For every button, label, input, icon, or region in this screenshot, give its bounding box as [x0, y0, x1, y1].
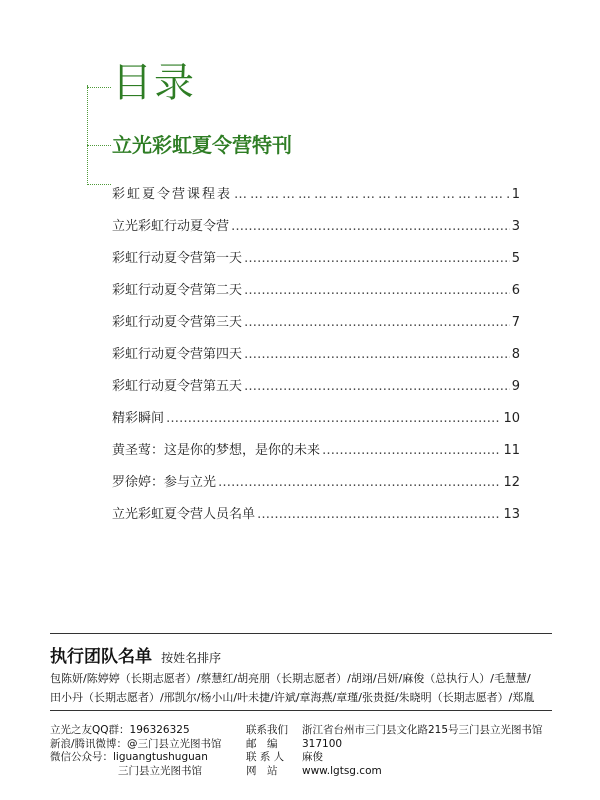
toc-entry-title: 彩虹行动夏令营第一天 — [112, 251, 243, 266]
team-members-line: 包陈妍/陈婷婷（长期志愿者）/蔡慧红/胡亮朋（长期志愿者）/胡翊/吕妍/麻俊（总执行人）/毛慧慧/ — [50, 672, 531, 685]
toc-entry[interactable] — [112, 490, 520, 522]
team-title: 执行团队名单 — [50, 647, 152, 667]
toc-entry[interactable] — [112, 202, 520, 234]
toc-entry-title: 立光彩虹夏令营人员名单 — [112, 507, 256, 522]
contact-person: 麻俊 — [302, 751, 323, 763]
wechat-account: 微信公众号：liguangtushuguan — [50, 751, 208, 763]
toc-entry-page: 13 — [503, 507, 520, 522]
toc-leader-dots — [166, 411, 501, 426]
toc-entry-page: 11 — [503, 443, 520, 458]
toc-entry[interactable] — [112, 298, 520, 330]
table-of-contents — [112, 170, 520, 522]
social-info — [50, 724, 222, 778]
toc-entry-title: 彩虹夏令营课程表 — [112, 187, 233, 202]
team-members-line: 田小丹（长期志愿者）/邢凯尔/杨小山/叶未捷/许斌/章海燕/章瑾/张贵挺/朱晓明（长期志愿者）/郑胤 — [50, 691, 535, 704]
contact-row — [246, 738, 543, 752]
contact-label: 邮 编 — [246, 737, 278, 750]
contact-row — [246, 724, 543, 738]
toc-entry[interactable] — [112, 266, 520, 298]
toc-leader-dots — [244, 379, 510, 394]
toc-entry[interactable] — [112, 234, 520, 266]
contact-address: 浙江省台州市三门县文化路215号三门县立光图书馆 — [302, 724, 543, 736]
toc-entry[interactable] — [112, 458, 520, 490]
toc-entry-page: 5 — [511, 251, 520, 266]
contact-label: 联 系 人 — [246, 751, 285, 763]
toc-leader-dots — [231, 219, 510, 234]
toc-entry-title: 立光彩虹行动夏令营 — [112, 219, 230, 234]
toc-entry-title: 罗徐婷：参与立光 — [112, 475, 217, 490]
website-link[interactable]: www.lgtsg.com — [302, 764, 382, 777]
page-subtitle: 立光彩虹夏令营特刊 — [112, 133, 292, 157]
toc-entry-page: 1 — [511, 187, 520, 202]
toc-leader-dots — [257, 507, 501, 522]
contact-row — [246, 765, 543, 779]
toc-entry-page: 10 — [503, 411, 520, 426]
toc-entry-title: 精彩瞬间 — [112, 411, 165, 426]
toc-entry-page: 6 — [511, 283, 520, 298]
toc-entry-page: 3 — [511, 219, 520, 234]
toc-entry[interactable] — [112, 170, 520, 202]
toc-entry-page: 7 — [511, 315, 520, 330]
toc-entry-title: 彩虹行动夏令营第四天 — [112, 347, 243, 362]
toc-leader-dots — [322, 443, 501, 458]
toc-entry[interactable] — [112, 394, 520, 426]
team-heading — [50, 642, 221, 667]
toc-leader-dots — [244, 251, 510, 266]
subtitle-bracket-tick — [87, 145, 111, 146]
toc-leader-dots — [244, 283, 510, 298]
toc-bracket-tick — [87, 184, 111, 185]
toc-entry-page: 12 — [503, 475, 520, 490]
team-sort-note: 按姓名排序 — [161, 651, 222, 665]
toc-leader-dots — [218, 475, 501, 490]
contact-info — [246, 724, 543, 778]
toc-entry-page: 9 — [511, 379, 520, 394]
contact-postcode: 317100 — [302, 737, 343, 750]
title-bracket-tick — [87, 87, 111, 88]
footer-divider — [50, 710, 552, 711]
toc-entry-page: 8 — [511, 347, 520, 362]
toc-entry-title: 彩虹行动夏令营第三天 — [112, 315, 243, 330]
wechat-name: 三门县立光图书馆 — [118, 764, 202, 777]
toc-entry[interactable] — [112, 426, 520, 458]
toc-entry[interactable] — [112, 330, 520, 362]
contact-row — [246, 751, 543, 765]
qq-group: 立光之友QQ群：196326325 — [50, 724, 190, 736]
title-bracket-line — [87, 85, 88, 185]
weibo: 新浪/腾讯微博：@三门县立光图书馆 — [50, 737, 222, 750]
contact-label: 联系我们 — [246, 724, 288, 736]
toc-entry-title: 彩虹行动夏令营第五天 — [112, 379, 243, 394]
toc-entry-title: 彩虹行动夏令营第二天 — [112, 283, 243, 298]
page-title: 目录 — [112, 60, 196, 106]
toc-leader-dots — [244, 347, 510, 362]
toc-leader-dots — [244, 315, 510, 330]
toc-leader-dots — [234, 187, 510, 202]
team-top-divider — [50, 633, 552, 634]
contact-label: 网 站 — [246, 764, 278, 777]
toc-entry-title: 黄圣莺：这是你的梦想，是你的未来 — [112, 443, 321, 458]
toc-entry[interactable] — [112, 362, 520, 394]
